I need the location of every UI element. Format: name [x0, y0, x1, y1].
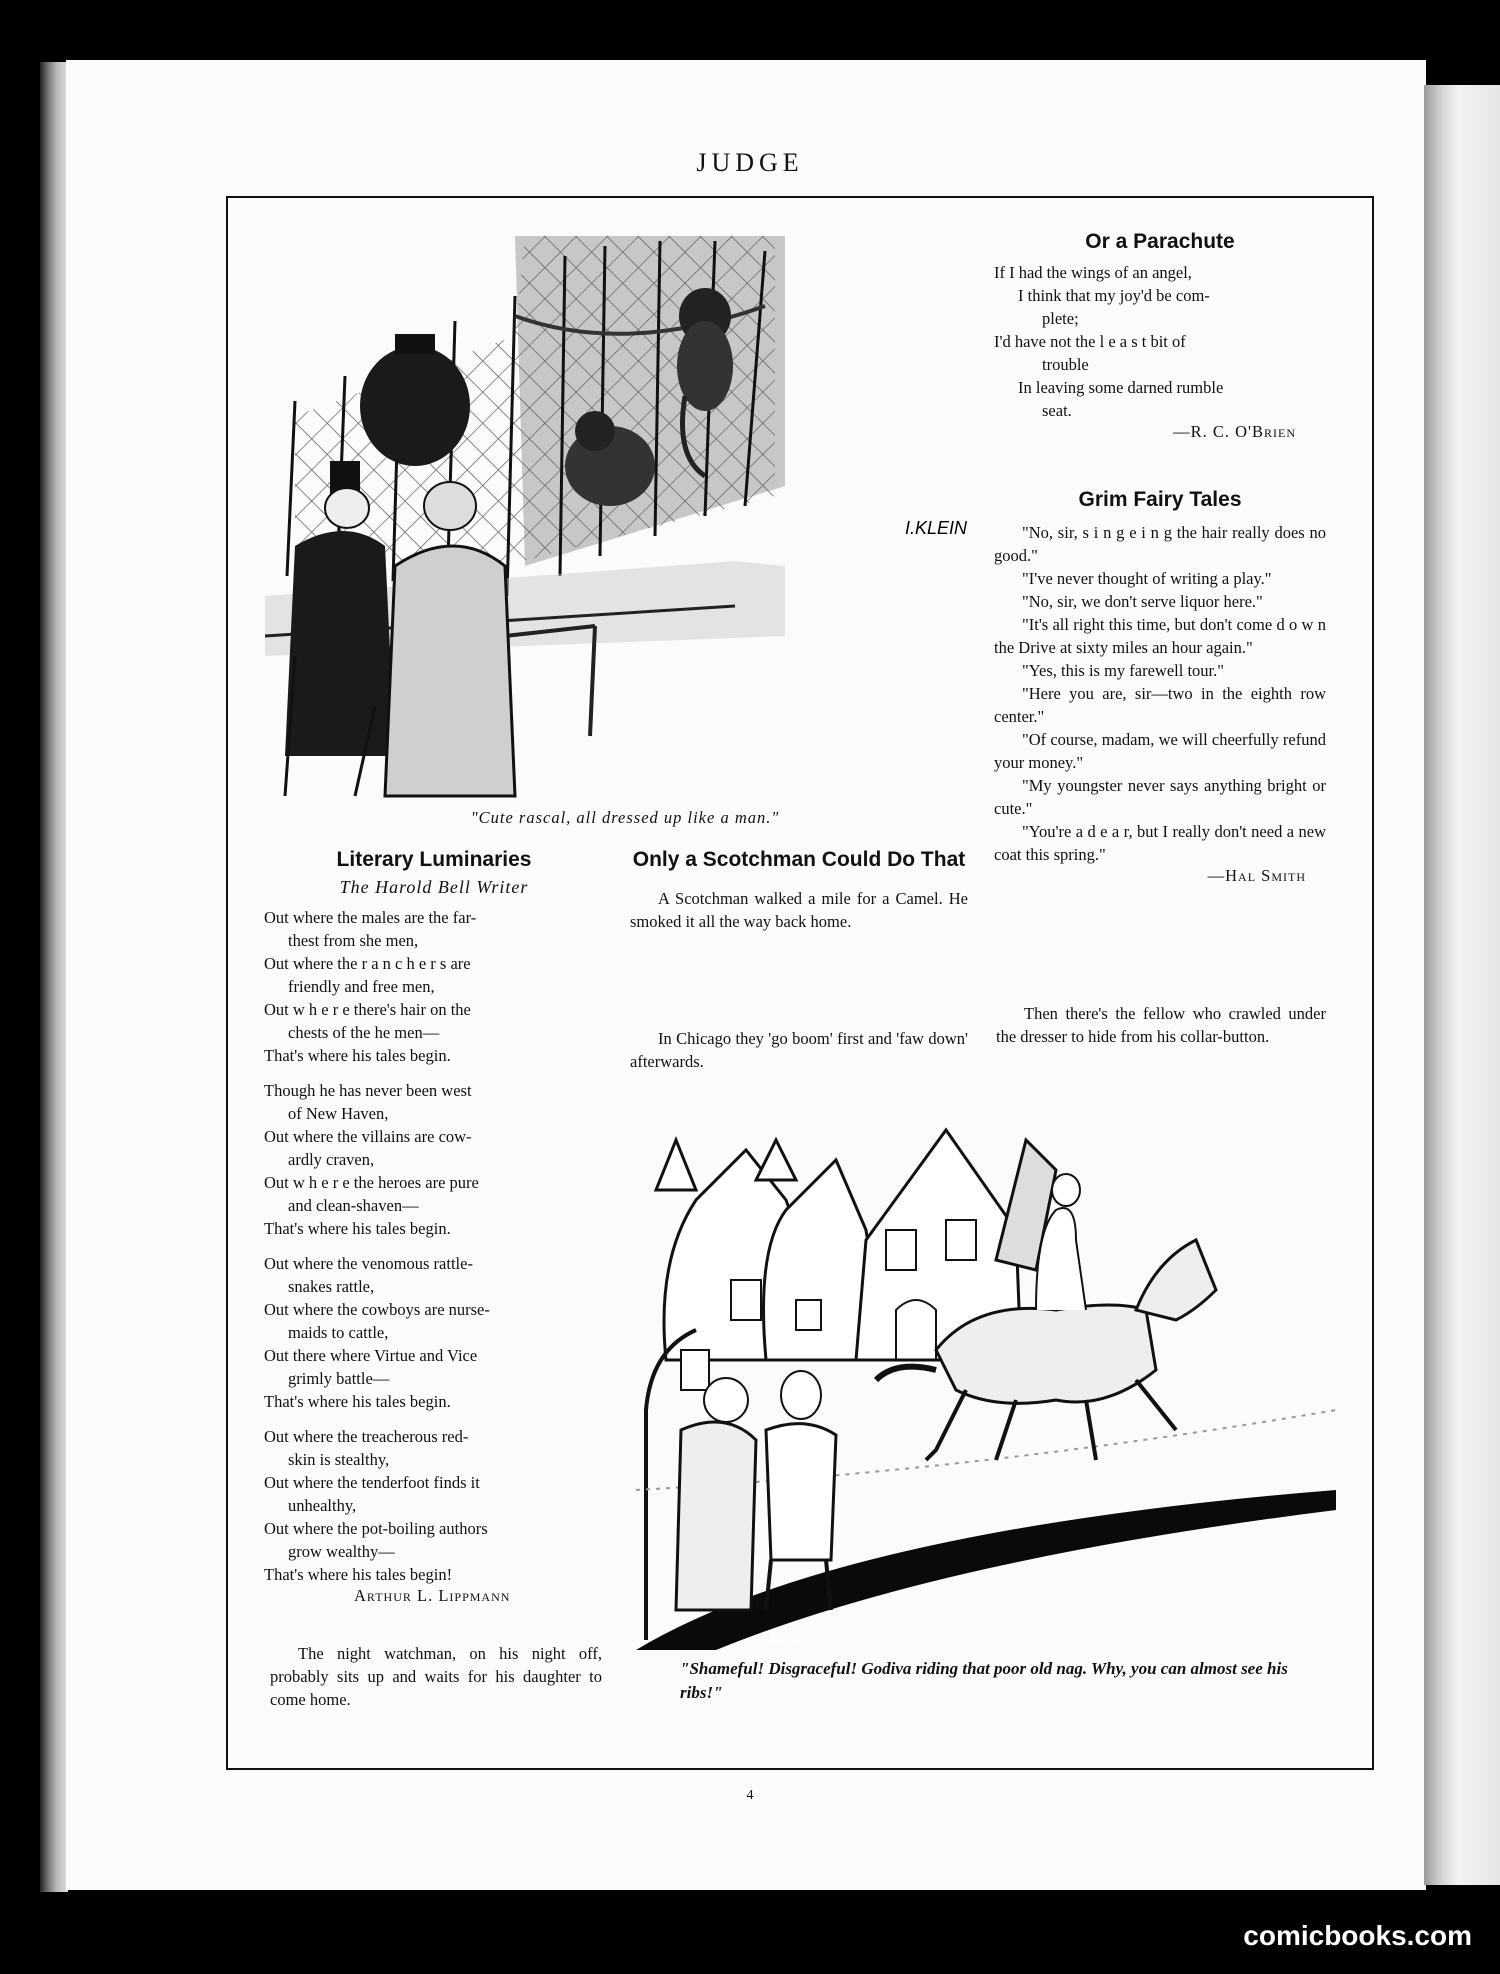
literary-stanza	[264, 1425, 604, 1586]
verse-line: chests of the he men—	[288, 1023, 440, 1042]
verse-line: That's where his tales begin.	[264, 1219, 451, 1238]
chicago-joke	[630, 1027, 968, 1073]
verse-line: Out where the tenderfoot finds it	[264, 1473, 480, 1492]
verse-line: of New Haven,	[288, 1104, 389, 1123]
scotchman-title: Only a Scotchman Could Do That	[632, 848, 966, 871]
book-page-edge	[40, 62, 68, 1892]
verse-line: Out there where Virtue and Vice	[264, 1346, 478, 1365]
grim-paragraph: "It's all right this time, but don't come d o w n the Drive at sixty miles an hour again."	[994, 615, 1326, 657]
parachute-title: Or a Parachute	[1085, 230, 1235, 253]
next-page-edge	[1424, 85, 1500, 1885]
watchman-text: The night watchman, on his night off, probably sits up and waits for his daughter to come home.	[270, 1644, 602, 1709]
verse-line: Out w h e r e there's hair on the	[264, 1000, 471, 1019]
verse-line: grimly battle—	[288, 1369, 390, 1388]
verse-line: That's where his tales begin!	[264, 1565, 453, 1584]
literary-subtitle: The Harold Bell Writer	[339, 877, 529, 897]
literary-title: Literary Luminaries	[336, 848, 532, 871]
literary-author: Arthur L. Lippmann	[354, 1586, 511, 1605]
watermark: comicbooks.com	[1243, 1920, 1472, 1951]
literary-stanza	[264, 1252, 604, 1413]
grim-paragraph: "Here you are, sir—two in the eighth row center."	[994, 684, 1326, 726]
parachute-line: In leaving some darned rumble	[1018, 378, 1224, 397]
parachute-line: plete;	[1042, 309, 1079, 328]
masthead: JUDGE	[696, 148, 804, 177]
parachute-poem	[994, 228, 1326, 442]
page-number: 4	[746, 1788, 754, 1803]
grim-paragraph: "No, sir, s i n g e i n g the hair really does no good."	[994, 523, 1326, 565]
grim-title: Grim Fairy Tales	[1078, 488, 1242, 511]
verse-line: Out where the villains are cow-	[264, 1127, 472, 1146]
verse-line: thest from she men,	[288, 931, 419, 950]
verse-line: Out where the treacherous red-	[264, 1427, 469, 1446]
parachute-line: trouble	[1042, 355, 1089, 374]
verse-line: Out where the males are the far-	[264, 908, 477, 927]
verse-line: Though he has never been west	[264, 1081, 472, 1100]
parachute-author: —R. C. O'Brien	[1173, 422, 1296, 441]
verse-line: Out where the r a n c h e r s are	[264, 954, 471, 973]
literary-stanza	[264, 906, 604, 1067]
parachute-line: If I had the wings of an angel,	[994, 263, 1192, 282]
verse-line: friendly and free men,	[288, 977, 435, 996]
verse-line: ardly craven,	[288, 1150, 375, 1169]
grim-fairy-tales	[994, 486, 1326, 886]
collar-joke	[996, 1002, 1326, 1048]
grim-paragraph: "I've never thought of writing a play."	[1022, 569, 1272, 588]
godiva-cartoon-signature: Dr S	[771, 1630, 797, 1645]
grim-paragraph: "No, sir, we don't serve liquor here."	[1022, 592, 1263, 611]
zoo-cartoon-illustration	[265, 236, 985, 806]
verse-line: Out where the venomous rattle-	[264, 1254, 473, 1273]
watchman-joke	[270, 1642, 602, 1711]
godiva-cartoon-caption: "Shameful! Disgraceful! Godiva riding that poor old nag. Why, you can almost see his ribs!"	[680, 1659, 1288, 1702]
parachute-line: I'd have not the l e a s t bit of	[994, 332, 1186, 351]
scotchman-joke	[630, 846, 968, 933]
verse-line: Out where the pot-boiling authors	[264, 1519, 488, 1538]
verse-line: That's where his tales begin.	[264, 1046, 451, 1065]
verse-line: That's where his tales begin.	[264, 1392, 451, 1411]
literary-luminaries	[264, 846, 604, 1606]
zoo-cartoon-signature: I.KLEIN	[905, 518, 968, 538]
scotchman-text: A Scotchman walked a mile for a Camel. He smoked it all the way back home.	[630, 889, 968, 931]
godiva-cartoon-illustration	[636, 1110, 1336, 1650]
verse-line: snakes rattle,	[288, 1277, 375, 1296]
verse-line: and clean-shaven—	[288, 1196, 419, 1215]
verse-line: Out where the cowboys are nurse-	[264, 1300, 490, 1319]
grim-paragraph: "You're a d e a r, but I really don't need a new coat this spring."	[994, 822, 1326, 864]
literary-stanza	[264, 1079, 604, 1240]
parachute-line: I think that my joy'd be com-	[1018, 286, 1210, 305]
verse-line: grow wealthy—	[288, 1542, 395, 1561]
grim-paragraph: "Yes, this is my farewell tour."	[1022, 661, 1224, 680]
godiva-cartoon	[636, 1110, 1336, 1650]
verse-line: unhealthy,	[288, 1496, 357, 1515]
zoo-cartoon-caption: "Cute rascal, all dressed up like a man."	[470, 808, 780, 827]
zoo-cartoon	[265, 236, 985, 806]
grim-author: —Hal Smith	[1207, 866, 1306, 885]
verse-line: skin is stealthy,	[288, 1450, 390, 1469]
grim-paragraph: "My youngster never says anything bright or cute."	[994, 776, 1326, 818]
collar-text: Then there's the fellow who crawled under the dresser to hide from his collar-button.	[996, 1004, 1326, 1046]
chicago-text: In Chicago they 'go boom' first and 'faw down' afterwards.	[630, 1029, 968, 1071]
verse-line: maids to cattle,	[288, 1323, 389, 1342]
parachute-line: seat.	[1042, 401, 1072, 420]
grim-paragraph: "Of course, madam, we will cheerfully refund your money."	[994, 730, 1326, 772]
verse-line: Out w h e r e the heroes are pure	[264, 1173, 479, 1192]
